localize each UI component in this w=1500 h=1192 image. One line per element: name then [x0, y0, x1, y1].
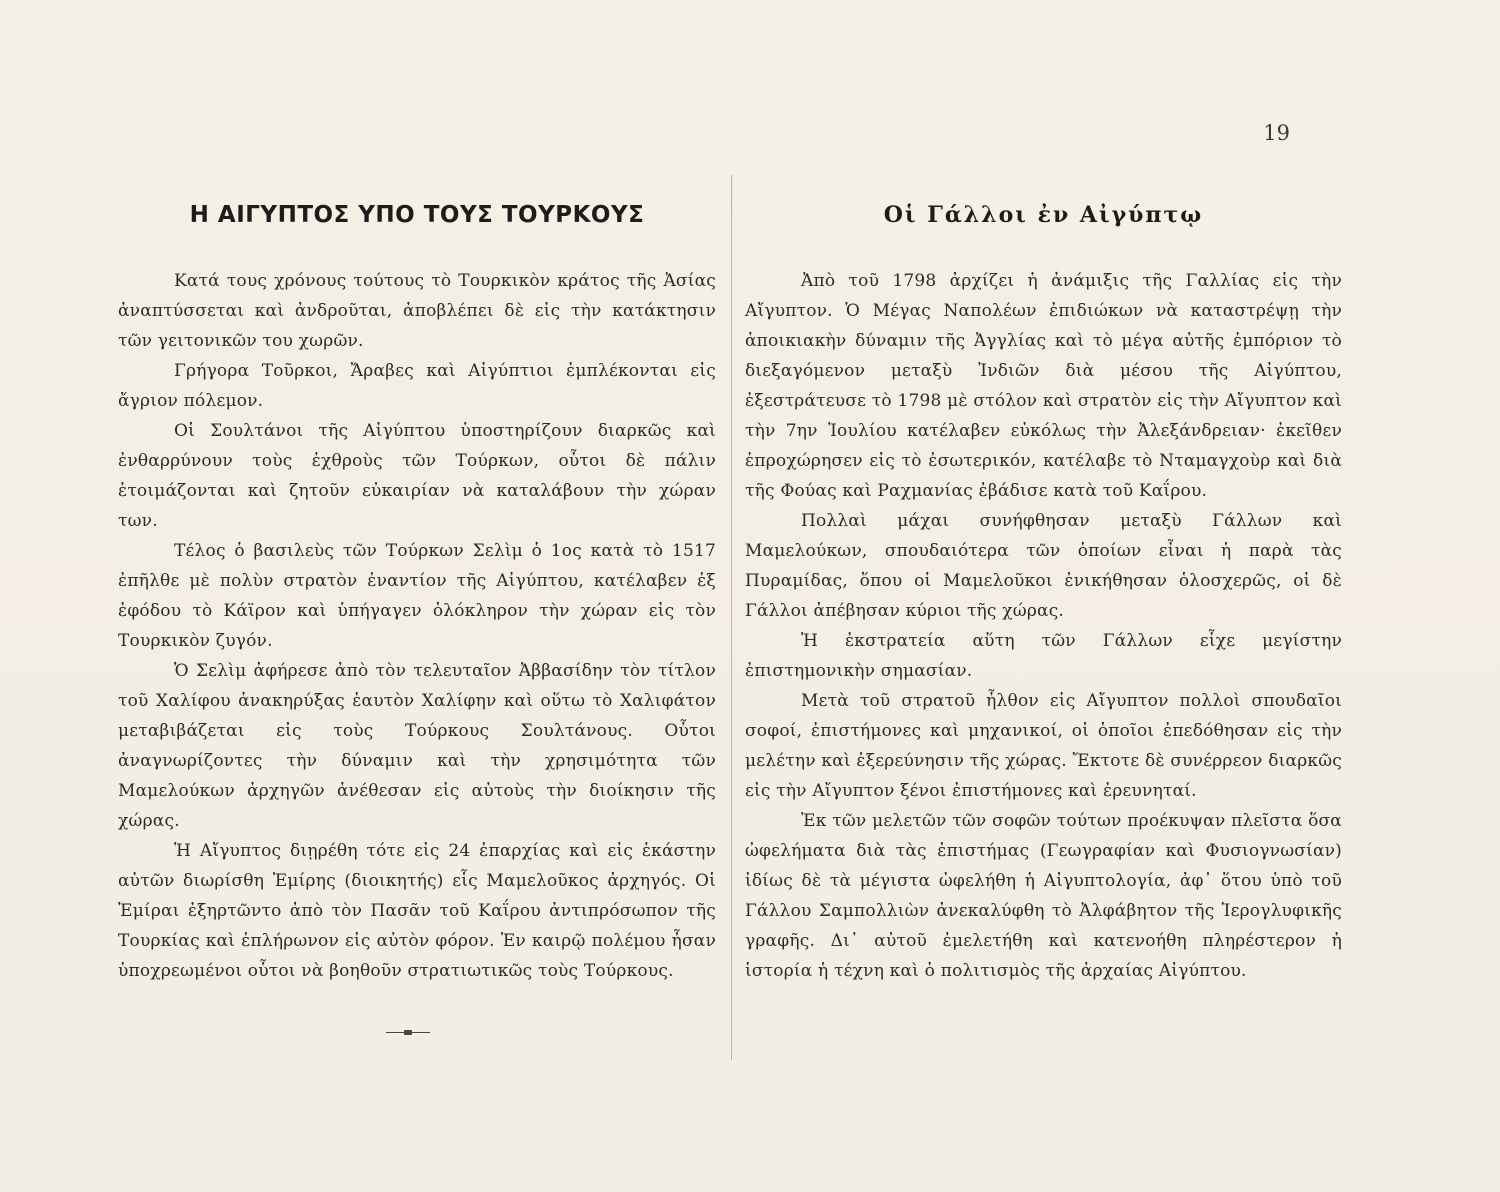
left-section-title: Η ΑΙΓΥΠΤΟΣ ΥΠΟ ΤΟΥΣ ΤΟΥΡΚΟΥΣ	[189, 202, 645, 228]
right-body	[745, 266, 1342, 986]
page-number: 19	[1263, 121, 1290, 145]
rule-ornament-icon	[386, 1030, 430, 1036]
right-section-title: Οἱ Γάλλοι ἐν Αἰγύπτῳ	[883, 202, 1204, 228]
paragraph: Ἡ ἐκστρατεία αὕτη τῶν Γάλλων εἶχε μεγίστην ἐπιστημονικὴν σημασίαν.	[745, 631, 1342, 681]
paragraph: Ἀπὸ τοῦ 1798 ἀρχίζει ἡ ἀνάμιξις τῆς Γαλλίας εἰς τὴν Αἴγυπτον. Ὁ Μέγας Ναπολέων ἐπιδιώκων νὰ καταστρέψῃ τὴν ἀποικιακὴν δύναμιν τῆς Ἀγγλίας καὶ τὸ μέγα αὐτῆς ἐμπόριον τὸ διεξαγόμενον μεταξὺ Ἰνδιῶν διὰ μέσου τῆς Αἰγύπτου, ἐξεστράτευσε τὸ 1798 μὲ στόλον καὶ στρατὸν εἰς τὴν Αἴγυπτον καὶ τὴν 7ην Ἰουλίου κατέλαβεν εὐκόλως τὴν Ἀλεξάνδρειαν· ἐκεῖθεν ἐπροχώρησεν εἰς τὸ ἐσωτερικόν, κατέλαβε τὸ Νταμαγχοὺρ καὶ διὰ τῆς Φούας καὶ Ραχμανίας ἐβάδισε κατὰ τοῦ Καΐρου.	[745, 271, 1342, 501]
left-body	[118, 266, 716, 986]
column-divider	[731, 175, 732, 1060]
right-column	[745, 198, 1342, 986]
left-column	[118, 198, 716, 986]
paragraph: Πολλαὶ μάχαι συνήφθησαν μεταξὺ Γάλλων καὶ Μαμελούκων, σπουδαιότερα τῶν ὁποίων εἶναι ἡ παρὰ τὰς Πυραμίδας, ὅπου οἱ Μαμελοῦκοι ἐνικήθησαν ὁλοσχερῶς, οἱ δὲ Γάλλοι ἀπέβησαν κύριοι τῆς χώρας.	[745, 511, 1342, 621]
paragraph: Κατά τους χρόνους τούτους τὸ Τουρκικὸν κράτος τῆς Ἀσίας ἀναπτύσσεται καὶ ἀνδροῦται, ἀποβλέπει δὲ εἰς τὴν κατάκτησιν τῶν γειτονικῶν του χωρῶν.	[118, 271, 716, 351]
paragraph: Ἡ Αἴγυπτος διῃρέθη τότε εἰς 24 ἐπαρχίας καὶ εἰς ἑκάστην αὐτῶν διωρίσθη Ἐμίρης (διοικητής) εἷς Μαμελοῦκος ἀρχηγός. Οἱ Ἐμίραι ἐξηρτῶντο ἀπὸ τὸν Πασᾶν τοῦ Καΐρου ἀντιπρόσωπον τῆς Τουρκίας καὶ ἐπλήρωνον εἰς αὐτὸν φόρον. Ἐν καιρῷ πολέμου ἦσαν ὑποχρεωμένοι οὗτοι νὰ βοηθοῦν στρατιωτικῶς τοὺς Τούρκους.	[118, 841, 716, 981]
paragraph: Μετὰ τοῦ στρατοῦ ἦλθον εἰς Αἴγυπτον πολλοὶ σπουδαῖοι σοφοί, ἐπιστήμονες καὶ μηχανικοί, οἱ ὁποῖοι ἐπεδόθησαν εἰς τὴν μελέτην καὶ ἐξερεύνησιν τῆς χώρας. Ἔκτοτε δὲ συνέρρεον διαρκῶς εἰς τὴν Αἴγυπτον ξένοι ἐπιστήμονες καὶ ἐρευνηταί.	[745, 691, 1342, 801]
paragraph: Γρήγορα Τοῦρκοι, Ἄραβες καὶ Αἰγύπτιοι ἐμπλέκονται εἰς ἄγριον πόλεμον.	[118, 361, 716, 411]
paragraph: Ὁ Σελὶμ ἀφήρεσε ἀπὸ τὸν τελευταῖον Ἀββασίδην τὸν τίτλον τοῦ Χαλίφου ἀνακηρύξας ἑαυτὸν Χαλίφην καὶ οὕτω τὸ Χαλιφάτον μεταβιβάζεται εἰς τοὺς Τούρκους Σουλτάνους. Οὗτοι ἀναγνωρίζοντες τὴν δύναμιν καὶ τὴν χρησιμότητα τῶν Μαμελούκων ἀρχηγῶν ἀνέθεσαν εἰς αὐτοὺς τὴν διοίκησιν τῆς χώρας.	[118, 661, 716, 831]
paragraph: Οἱ Σουλτάνοι τῆς Αἰγύπτου ὑποστηρίζουν διαρκῶς καὶ ἐνθαρρύνουν τοὺς ἐχθροὺς τῶν Τούρκων, οὗτοι δὲ πάλιν ἑτοιμάζονται καὶ ζητοῦν εὐκαιρίαν νὰ καταλάβουν τὴν χώραν των.	[118, 421, 716, 531]
paragraph: Τέλος ὁ βασιλεὺς τῶν Τούρκων Σελὶμ ὁ 1ος κατὰ τὸ 1517 ἐπῆλθε μὲ πολὺν στρατὸν ἐναντίον τῆς Αἰγύπτου, κατέλαβεν ἐξ ἐφόδου τὸ Κάϊρον καὶ ὑπήγαγεν ὁλόκληρον τὴν χώραν εἰς τὸν Τουρκικὸν ζυγόν.	[118, 541, 716, 651]
paragraph: Ἐκ τῶν μελετῶν τῶν σοφῶν τούτων προέκυψαν πλεῖστα ὅσα ὠφελήματα διὰ τὰς ἐπιστήμας (Γεωγραφίαν καὶ Φυσιογνωσίαν) ἰδίως δὲ τὰ μέγιστα ὠφελήθη ἡ Αἰγυπτολογία, ἀφ᾽ ὅτου ὑπὸ τοῦ Γάλλου Σαμπολλιὼν ἀνεκαλύφθη τὸ Ἀλφάβητον τῆς Ἱερογλυφικῆς γραφῆς. Δι᾽ αὐτοῦ ἐμελετήθη καὶ κατενοήθη πληρέστερον ἡ ἱστορία ἡ τέχνη καὶ ὁ πολιτισμὸς τῆς ἀρχαίας Αἰγύπτου.	[745, 811, 1342, 981]
